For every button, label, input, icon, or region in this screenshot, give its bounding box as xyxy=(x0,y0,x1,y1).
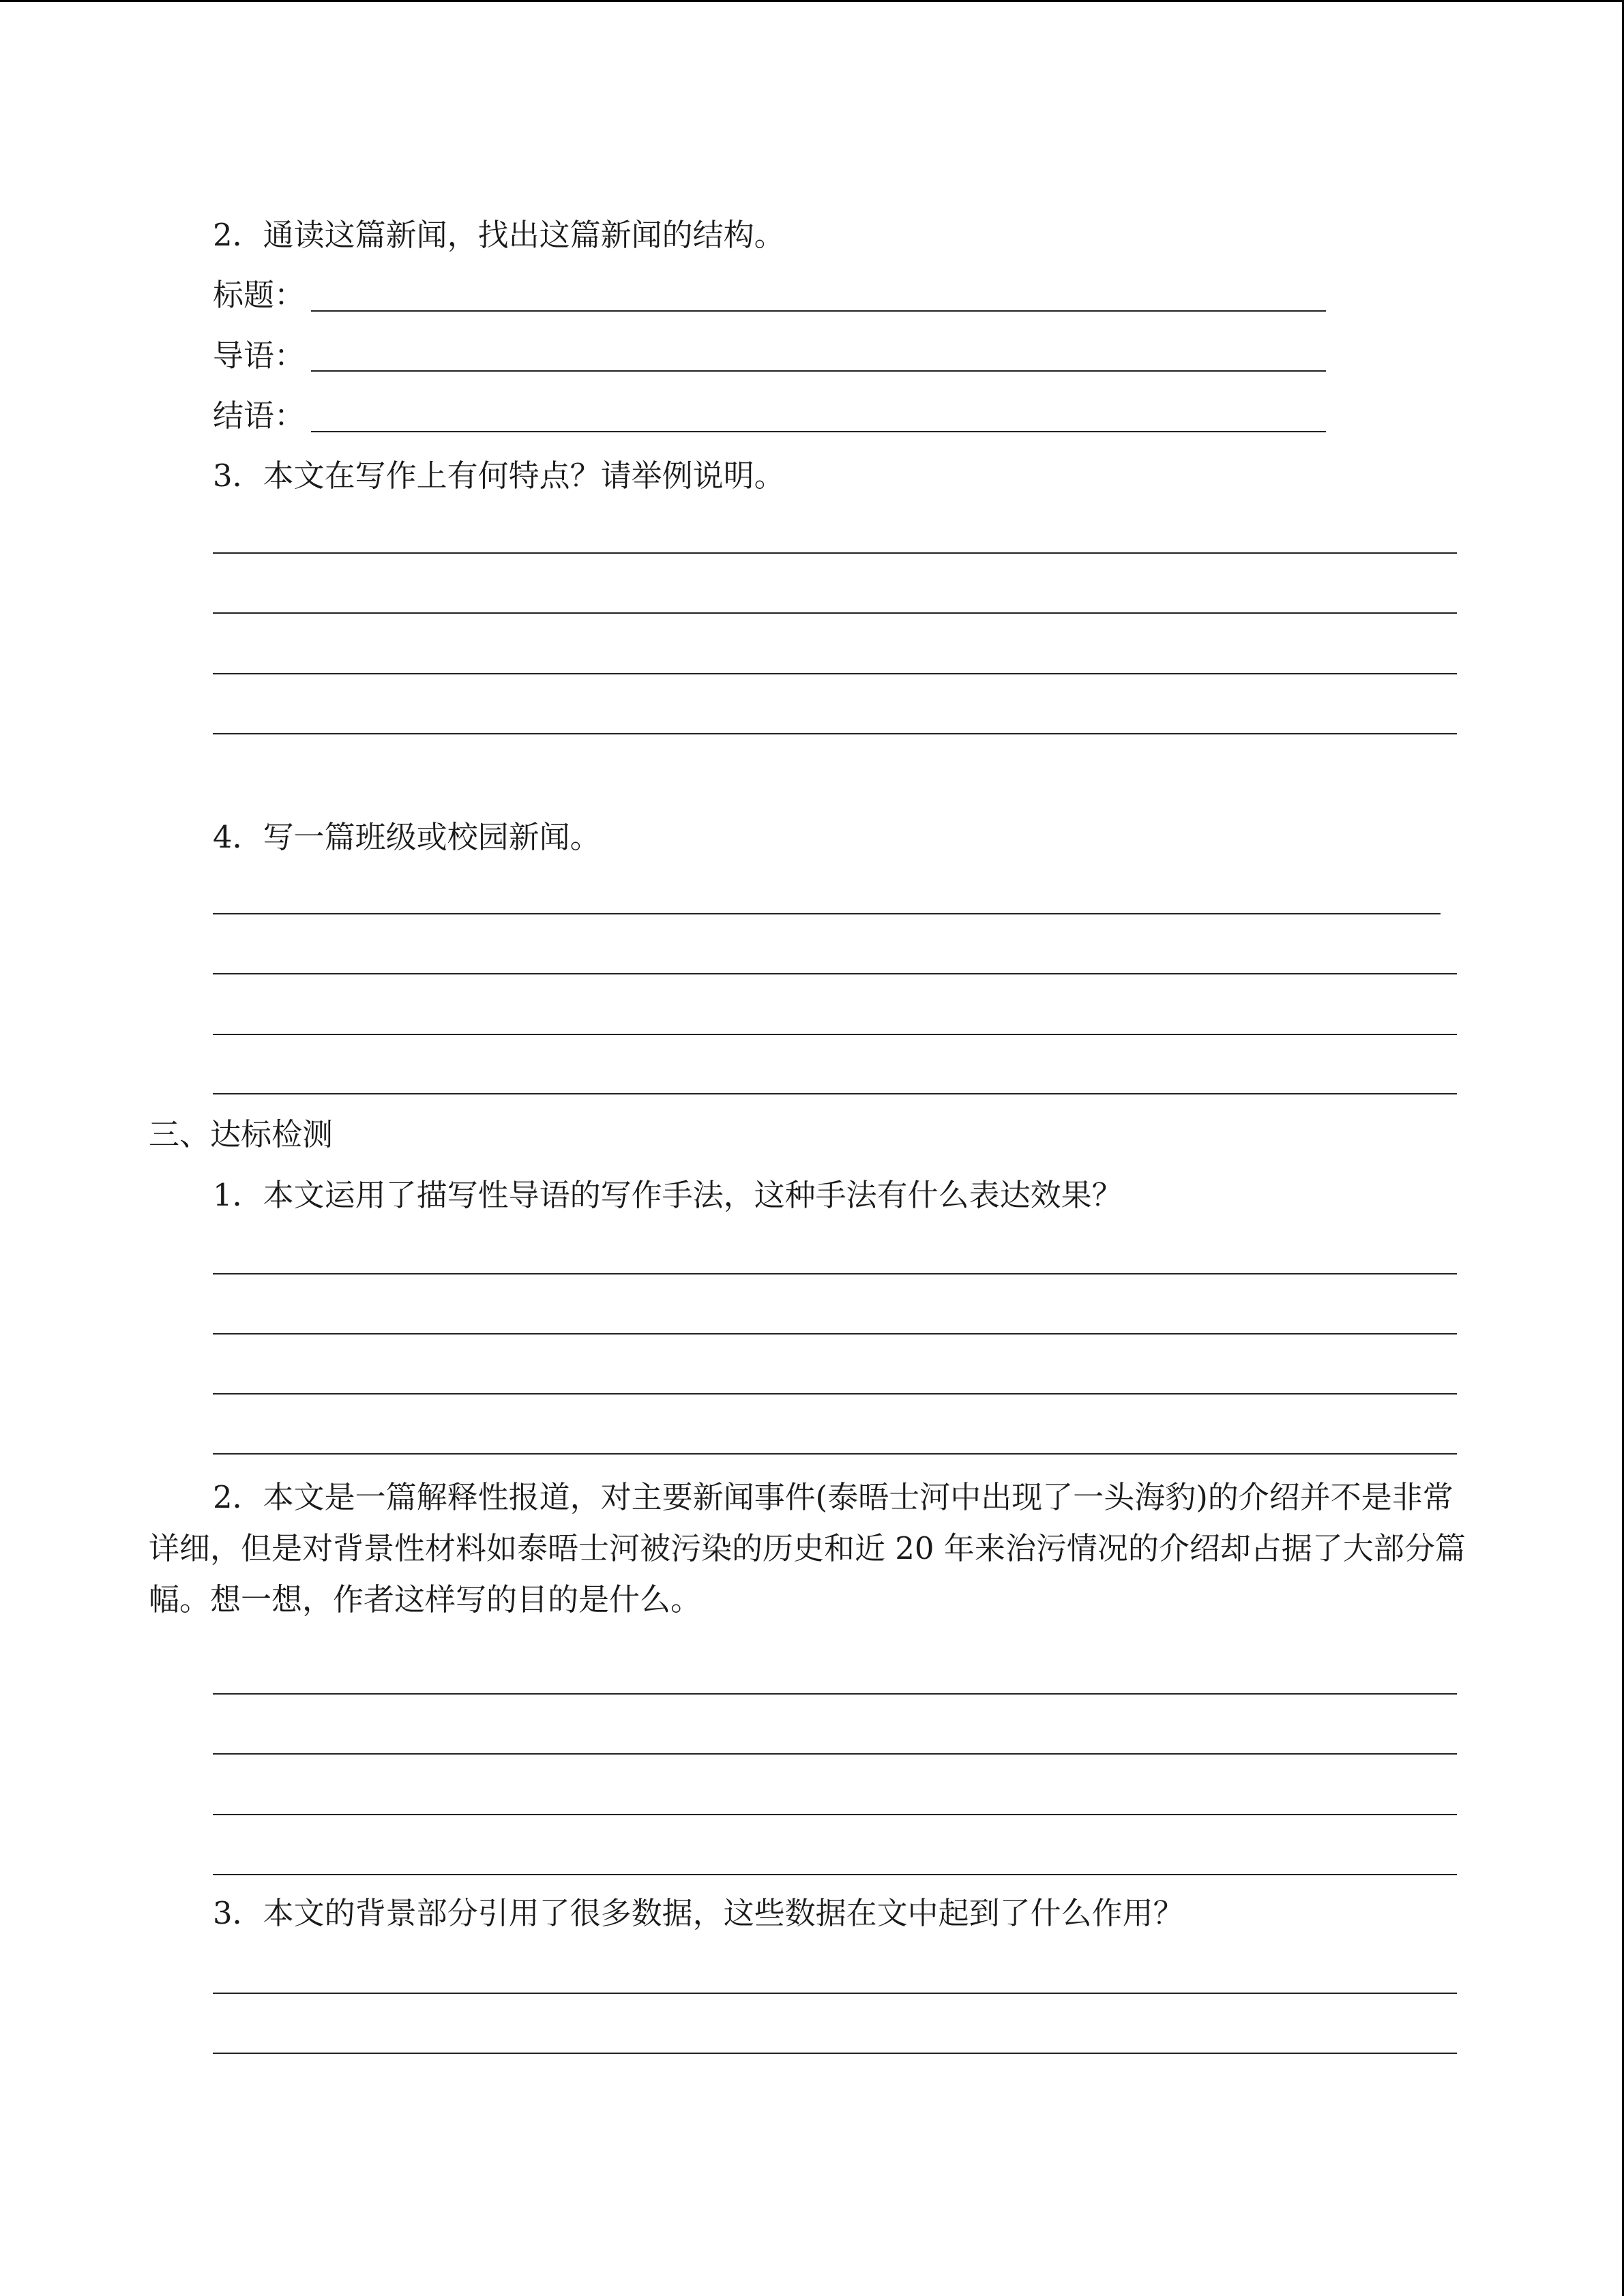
answer-line[interactable] xyxy=(213,1393,1457,1395)
answer-line[interactable] xyxy=(213,1814,1457,1815)
answer-line[interactable] xyxy=(213,612,1457,614)
assessment-question-3: 3．本文的背景部分引用了很多数据，这些数据在文中起到了什么作用？ xyxy=(213,1895,1184,1931)
answer-line[interactable] xyxy=(213,552,1457,554)
section-heading-assessment: 三、达标检测 xyxy=(149,1116,334,1152)
answer-line[interactable] xyxy=(213,1333,1457,1335)
answer-line[interactable] xyxy=(213,2053,1457,2054)
answer-line[interactable] xyxy=(213,1993,1457,1994)
answer-line-lead[interactable] xyxy=(311,370,1326,372)
answer-line[interactable] xyxy=(213,1453,1457,1455)
label-ending: 结语： xyxy=(213,398,306,434)
question-3-features: 3．本文在写作上有何特点？请举例说明。 xyxy=(213,458,785,494)
assessment-question-1: 1．本文运用了描写性导语的写作手法，这种手法有什么表达效果？ xyxy=(213,1177,1123,1213)
answer-line[interactable] xyxy=(213,1874,1457,1875)
answer-line[interactable] xyxy=(213,1693,1457,1695)
page-border-top xyxy=(0,0,1624,2)
answer-line[interactable] xyxy=(213,673,1457,674)
answer-line[interactable] xyxy=(213,733,1457,734)
label-title: 标题： xyxy=(213,277,306,313)
question-2-structure: 2．通读这篇新闻，找出这篇新闻的结构。 xyxy=(213,217,785,253)
answer-line[interactable] xyxy=(213,1034,1457,1035)
answer-line[interactable] xyxy=(213,1273,1457,1274)
answer-line-title[interactable] xyxy=(311,310,1326,312)
answer-line[interactable] xyxy=(213,1093,1457,1094)
answer-line-ending[interactable] xyxy=(311,431,1326,432)
answer-line[interactable] xyxy=(213,913,1441,914)
assessment-question-2: 2．本文是一篇解释性报道，对主要新闻事件(泰晤士河中出现了一头海豹)的介绍并不是非常详细，但是对背景性材料如泰晤士河被污染的历史和近 20 年来治污情况的介绍却占据了大部分篇幅。想一想，作者这样写的目的是什么。 xyxy=(149,1479,1466,1617)
answer-line[interactable] xyxy=(213,973,1457,974)
question-4-write-news: 4．写一篇班级或校园新闻。 xyxy=(213,819,601,855)
answer-line[interactable] xyxy=(213,1753,1457,1755)
label-lead: 导语： xyxy=(213,338,306,374)
